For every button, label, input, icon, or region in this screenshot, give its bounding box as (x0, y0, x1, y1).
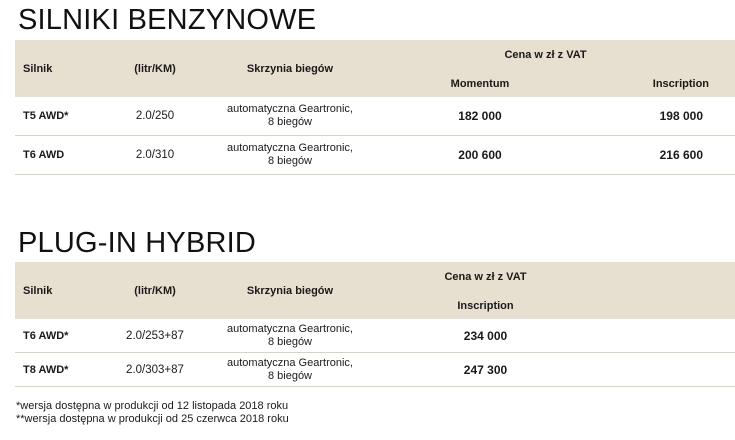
header-capacity: (litr/KM) (110, 40, 200, 97)
header-gearbox: Skrzynia biegów (200, 262, 380, 319)
gearbox-cell (200, 97, 380, 136)
table-header-row (15, 40, 735, 70)
header-capacity: (litr/KM) (110, 262, 200, 319)
header-price-group: Cena w zł z VAT (380, 40, 735, 70)
petrol-price-table (15, 40, 735, 175)
footnotes (16, 400, 289, 426)
footnote-2: **wersja dostępna w produkcji od 25 czerwca 2018 roku (16, 413, 289, 425)
capacity-cell: 2.0/253+87 (110, 319, 200, 353)
gearbox-cell (200, 319, 380, 353)
gearbox-line-1: automatyczna Geartronic, (227, 103, 353, 115)
table-row (15, 319, 735, 353)
price-momentum-cell: 200 600 (380, 136, 580, 175)
price-inscription-cell: 198 000 (580, 97, 735, 136)
price-inscription-cell: 216 600 (580, 136, 735, 175)
gearbox-line-2: 8 biegów (267, 335, 313, 348)
capacity-cell: 2.0/250 (110, 97, 200, 136)
header-engine: Silnik (15, 40, 110, 97)
price-momentum-cell: 182 000 (380, 97, 580, 136)
table-header-row (15, 262, 735, 292)
table-row (15, 353, 735, 387)
gearbox-line-2: 8 biegów (267, 155, 313, 167)
price-inscription-cell: 234 000 (380, 319, 735, 353)
gearbox-line-1: automatyczna Geartronic, (227, 356, 353, 369)
gearbox-cell (200, 136, 380, 175)
table-row (15, 97, 735, 136)
capacity-cell: 2.0/310 (110, 136, 200, 175)
engine-cell: T8 AWD* (15, 353, 110, 387)
price-inscription-cell: 247 300 (380, 353, 735, 387)
section-title-hybrid: PLUG-IN HYBRID (18, 227, 257, 259)
header-trim-inscription: Inscription (380, 292, 735, 319)
capacity-cell: 2.0/303+87 (110, 353, 200, 387)
header-engine: Silnik (15, 262, 110, 319)
header-trim-momentum: Momentum (380, 70, 580, 97)
gearbox-line-1: automatyczna Geartronic, (227, 142, 353, 154)
hybrid-price-table (15, 262, 735, 387)
engine-cell: T6 AWD* (15, 319, 110, 353)
table-row (15, 136, 735, 175)
engine-cell: T5 AWD* (15, 97, 110, 136)
engine-cell: T6 AWD (15, 136, 110, 175)
gearbox-line-2: 8 biegów (267, 116, 313, 128)
header-trim-inscription: Inscription (580, 70, 735, 97)
section-title-petrol: SILNIKI BENZYNOWE (18, 4, 317, 36)
gearbox-line-1: automatyczna Geartronic, (227, 322, 353, 335)
header-gearbox: Skrzynia biegów (200, 40, 380, 97)
footnote-1: *wersja dostępna w produkcji od 12 listopada 2018 roku (16, 400, 289, 412)
header-price-group: Cena w zł z VAT (380, 262, 735, 292)
gearbox-line-2: 8 biegów (267, 369, 313, 382)
gearbox-cell (200, 353, 380, 387)
